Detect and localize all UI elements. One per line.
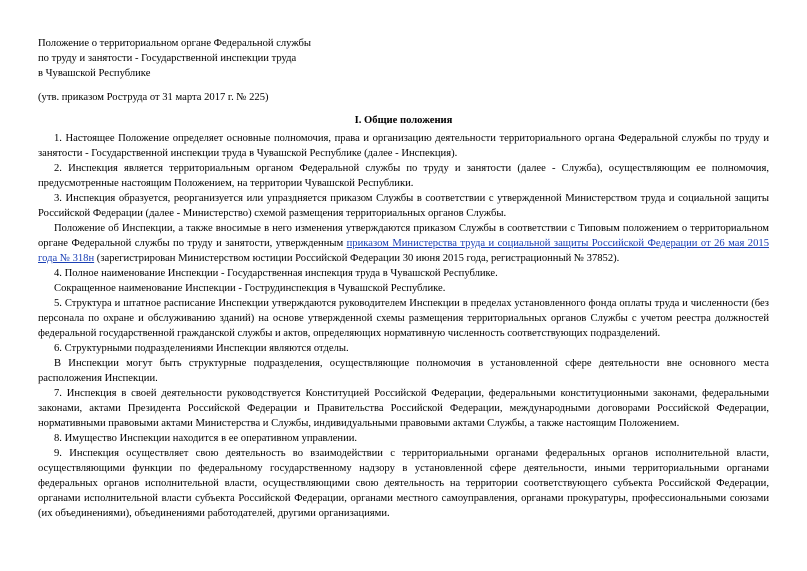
- paragraph-9: 9. Инспекция осуществляет свою деятельность во взаимодействии с территориальными органами федеральных органов исполнительной власти, осуществляющими функции по федеральному государственному надзору в установленной сфере деятельности, иными территориальными органами федеральных органов исполнительной власти, осуществляющими свою деятельность на территории соответствующего субъекта Российской Федерации, органами исполнительной власти субъекта Российской Федерации, органами местного самоуправления, органами прокуратуры, профессиональными союзами (их объединениями), объединениями работодателей, другими организациями.: [38, 448, 769, 519]
- paragraph-2: 2. Инспекция является территориальным органом Федеральной службы по труду и занятости (далее - Служба), осуществляющим ее полномочия, предусмотренные настоящим Положением, на территории Чувашской Республики.: [38, 163, 769, 189]
- approval-note: (утв. приказом Роструда от 31 марта 2017 г. № 225): [38, 92, 269, 103]
- order-318n-link[interactable]: приказом Министерства труда и социальной защиты Российской Федерации от 26 мая 2015 года № 318н: [38, 238, 769, 264]
- paragraph-3: 3. Инспекция образуется, реорганизуется или упраздняется приказом Службы в соответствии с утвержденной Министерством труда и социальной защиты Российской Федерации (далее - Министерство) схемой размещения территориальных органов Службы.: [38, 193, 769, 219]
- paragraph-5: 5. Структура и штатное расписание Инспекции утверждаются руководителем Инспекции в пределах установленного фонда оплаты труда и численности (без персонала по охране и обслуживанию зданий) на основе утвержденной схемы размещения территориальных органов Службы с учетом реестра должностей федеральной государственной гражданской службы и актов, определяющих нормативную численность соответствующих подразделений.: [38, 298, 769, 339]
- header-line-1: Положение о территориальном органе Федеральной службы: [38, 38, 312, 49]
- paragraph-8: 8. Имущество Инспекции находится в ее оперативном управлении.: [54, 433, 358, 444]
- paragraph-7: 7. Инспекция в своей деятельности руководствуется Конституцией Российской Федерации, федеральными конституционными законами, федеральными законами, актами Президента Российской Федерации и Правительства Российской Федерации, международными договорами Российской Федерации, нормативными правовыми актами Министерства и Службы, индивидуальными правовыми актами Службы, а также настоящим Положением.: [38, 388, 769, 429]
- paragraph-3-text-before: Положение об Инспекции, а также вносимые в него изменения утверждаются приказом Службы в соответствии с Типовым положением о территориальном органе Федеральной службы по труду и занятости, утвержденным: [38, 223, 769, 249]
- document-body: [38, 131, 769, 521]
- paragraph-6: 6. Структурными подразделениями Инспекции являются отделы.: [54, 343, 349, 354]
- paragraph-3-text-after: (зарегистрирован Министерством юстиции Российской Федерации 30 июня 2015 года, регистрационный № 37852).: [94, 253, 620, 264]
- section-title: I. Общие положения: [354, 115, 453, 126]
- paragraph-4: 4. Полное наименование Инспекции - Государственная инспекция труда в Чувашской Республике.: [54, 268, 498, 279]
- header-line-2: по труду и занятости - Государственной инспекции труда: [38, 53, 297, 64]
- document-header: [38, 36, 769, 81]
- paragraph-4-short-name: Сокращенное наименование Инспекции - Гострудинспекция в Чувашской Республике.: [54, 283, 446, 294]
- header-line-3: в Чувашской Республике: [38, 68, 151, 79]
- paragraph-6-divisions: В Инспекции могут быть структурные подразделения, осуществляющие полномочия в установленной сфере деятельности вне основного места расположения Инспекции.: [38, 358, 769, 384]
- paragraph-1: 1. Настоящее Положение определяет основные полномочия, права и организацию деятельности территориального органа Федеральной службы по труду и занятости - Государственной инспекции труда в Чувашской Республике (далее - Инспекция).: [38, 133, 769, 159]
- paragraph-3-regulation: [38, 221, 769, 266]
